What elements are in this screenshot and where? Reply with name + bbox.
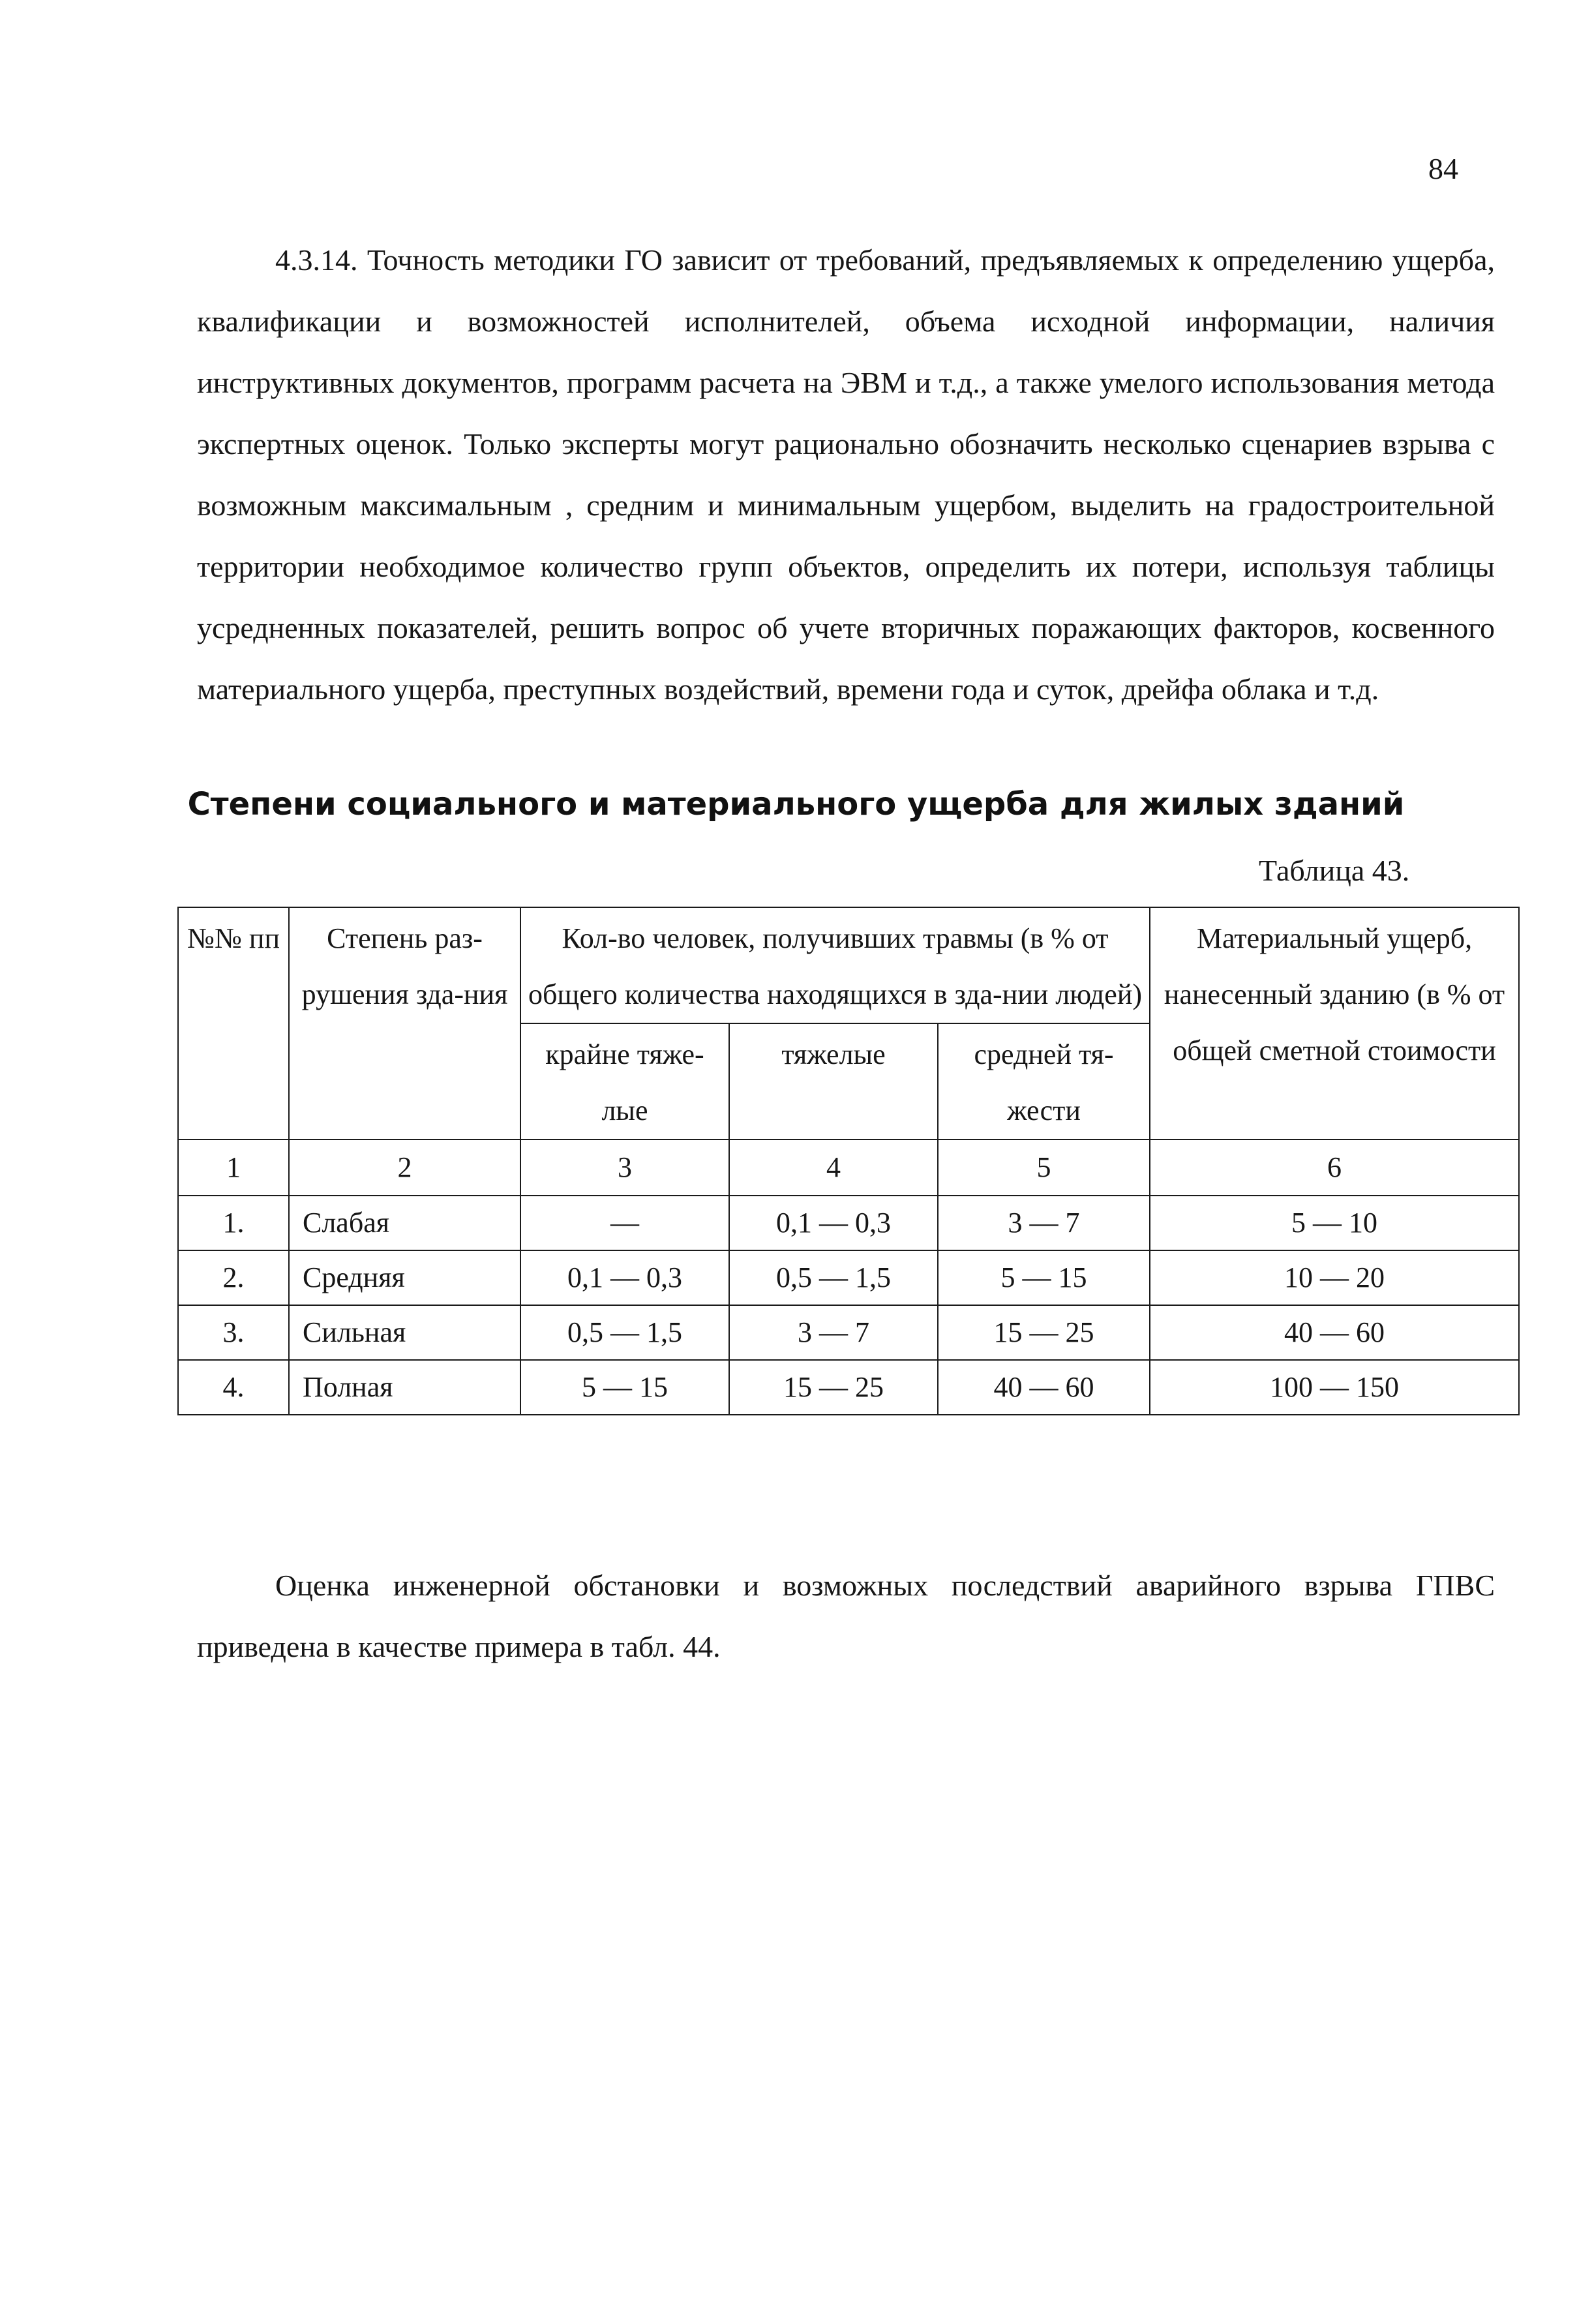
damage-table	[177, 907, 1520, 1415]
row-number: 1.	[178, 1196, 289, 1250]
column-numbers-row	[178, 1139, 1519, 1196]
column-number: 6	[1150, 1139, 1519, 1196]
header-material-damage: Материальный ущерб, нанесенный зданию (в % от общей сметной стоимости	[1150, 907, 1519, 1139]
header-extreme: крайне тяже-лые	[520, 1023, 729, 1139]
medium-cell: 5 — 15	[938, 1250, 1150, 1305]
severe-cell: 0,1 — 0,3	[729, 1196, 938, 1250]
header-medium: средней тя-жести	[938, 1023, 1150, 1139]
severe-cell: 0,5 — 1,5	[729, 1250, 938, 1305]
header-degree: Степень раз-рушения зда-ния	[289, 907, 520, 1139]
severe-cell: 15 — 25	[729, 1360, 938, 1415]
body-paragraph: 4.3.14. Точность методики ГО зависит от требований, предъявляемых к определению ущерба, квалификации и возможностей исполнителей, объема исходной информации, наличия инструктивных документов, программ расчета на ЭВМ и т.д., а также умелого использования метода экспертных оценок. Только эксперты могут рационально обозначить несколько сценариев взрыва с возможным максимальным , средним и минимальным ущербом, выделить на градостроительной территории необходимое количество групп объектов, определить их потери, используя таблицы усредненных показателей, решить вопрос об учете вторичных поражающих факторов, косвенного материального ущерба, преступных воздействий, времени года и суток, дрейфа облака и т.д.	[197, 243, 1495, 706]
header-injured: Кол-во человек, получивших травмы (в % от общего количества находящихся в зда-нии людей)	[520, 907, 1150, 1023]
degree-cell: Сильная	[289, 1305, 520, 1360]
table-title: Степени социального и материального ущерба для жилых зданий	[187, 786, 1405, 822]
table-row	[178, 1305, 1519, 1360]
material-cell: 10 — 20	[1150, 1250, 1519, 1305]
material-cell: 100 — 150	[1150, 1360, 1519, 1415]
row-number: 3.	[178, 1305, 289, 1360]
table-label: Таблица 43.	[1259, 854, 1410, 887]
table-row	[178, 1196, 1519, 1250]
material-cell: 5 — 10	[1150, 1196, 1519, 1250]
page-number: 84	[1428, 152, 1458, 185]
column-number: 1	[178, 1139, 289, 1196]
extreme-cell: 5 — 15	[520, 1360, 729, 1415]
extreme-cell: —	[520, 1196, 729, 1250]
body-paragraph: Оценка инженерной обстановки и возможных последствий аварийного взрыва ГПВС приведена в качестве примера в табл. 44.	[197, 1569, 1495, 1663]
degree-cell: Средняя	[289, 1250, 520, 1305]
medium-cell: 15 — 25	[938, 1305, 1150, 1360]
column-number: 3	[520, 1139, 729, 1196]
table-row	[178, 1360, 1519, 1415]
header-num: №№ пп	[178, 907, 289, 1139]
row-number: 2.	[178, 1250, 289, 1305]
degree-cell: Слабая	[289, 1196, 520, 1250]
header-severe: тяжелые	[729, 1023, 938, 1139]
column-number: 5	[938, 1139, 1150, 1196]
row-number: 4.	[178, 1360, 289, 1415]
severe-cell: 3 — 7	[729, 1305, 938, 1360]
medium-cell: 40 — 60	[938, 1360, 1150, 1415]
table-row	[178, 1250, 1519, 1305]
extreme-cell: 0,5 — 1,5	[520, 1305, 729, 1360]
extreme-cell: 0,1 — 0,3	[520, 1250, 729, 1305]
material-cell: 40 — 60	[1150, 1305, 1519, 1360]
column-number: 2	[289, 1139, 520, 1196]
medium-cell: 3 — 7	[938, 1196, 1150, 1250]
column-number: 4	[729, 1139, 938, 1196]
degree-cell: Полная	[289, 1360, 520, 1415]
